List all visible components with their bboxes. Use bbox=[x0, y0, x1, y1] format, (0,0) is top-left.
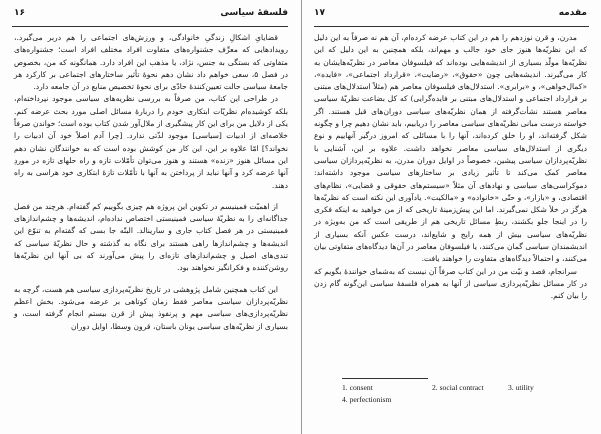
body-text bbox=[314, 32, 587, 303]
paragraph: این کتاب همچنین شامل پژوهشی در تاریخ نظریّه‌پردازی سیاسی هم هست، گرچه به نظریّه‌پردازان سیاسی معاصر فقط زمان کوتاهی بر عرضه می‌شود. بخش اعظم نظریّه‌پردازی‌های سیاسی مهم و پرنفوذ پیش از قرن بیستم انجام گرفته است، و بسیاری از نظریّه‌های سیاسی یونان باستان، قرون وسطا، اوایل دوران bbox=[14, 284, 288, 331]
footnote: 2. social contract bbox=[432, 383, 484, 392]
footnote: 1. consent bbox=[342, 383, 373, 392]
header-rule bbox=[314, 26, 589, 27]
footnote-rule bbox=[342, 378, 428, 379]
page-number: ۱۶ bbox=[14, 8, 25, 18]
footnote: 4. perfectionism bbox=[342, 395, 392, 404]
paragraph: سرانجام، قصد و نیّت من در این کتاب صرفاً آن نیست که به‌شمای خوانندهٔ بگویم که در کار مسائل نظریّه‌پردازی سیاسی از آنها به همراه فلسفهٔ سیاسی این‌گونه گام زدن را بیان کنم. bbox=[314, 266, 587, 301]
paragraph: مدرن، و قرن نوزدهم را هم در این کتاب عرضه کرده‌ام، آن هم نه صرفاً به این دلیل که این نظریّه‌ها هنوز جای خود جالب و مهم‌اند، بلکه همچنین به این دلیل که این نظریّه‌ها مولّد بسیاری از اندیشه‌هایی بوده‌اند که فیلسوفان معاصر در نظریّه‌هایشان به کار می‌گیرند. اندیشه‌هایی چون «حقوق»، «رضایت»، «قرارداد اجتماعی»، «فایده»، «کمال‌خواهی»، و «برابری». استدلال‌های فیلسوفان معاصر هم (مثلاً استدلال‌های مبتنی بر قرارداد اجتماعی و استدلال‌های مبتنی بر فایده‌گرایی) که کل بضاعت نظریّهٔ سیاسی معاصر هستند نشأت‌گرفته از همان نظریّه‌های سیاسی دوران‌های قبل هستند. اگر خواسته درست مبانی نظریّه‌های سیاسی معاصر را دریابیم، باید نشان دهیم چرا و چگونه شکل گرفته‌اند، او را خلق کرده‌اند، آنها را با مسائلی که امروز درگیر آنهاییم و نوع دیگری از استدلال‌های سیاسی معاصر نخواهد داشت. علاوه بر این، آشنایی با نظریّه‌پردازان سیاسی پیشین، خصوصاً در اوایل دوران مدرن، به نظریّه‌پردازان سیاسی معاصر کمک می‌کند تا تأثیر زیادی بر ساختارهای سیاسی موجود داشته‌اند: دموکراسی‌های سیاسی و نهادهای آن مثلاً «سیستم‌های حقوقی و قضایی»، نظام‌های اقتصادی، و «بازار»، و حتّی «خانواده» و «مالکیت». یادآوری این نکته است که نظریّه‌ها هرگز در خلأ شکل نمی‌گیرند. اما این پیش‌زمینهٔ تاریخی که از من خواهید به اینکه فکری را در اینجا جلو بکشند، ربطِ مسائل تاریخی هم از طریقی است که من به‌ویژه در نظریّه‌های سیاسی بیش از همه رایج و شایع‌اند، درست عکس آنکه بسیاری از اندیشمندان سیاسی گمان می‌کنند، یا فیلسوفان معاصر در آن‌ها دیدگاه‌های متفاوتی بیان می‌کنند، و احتمالاً دیدگاه‌های متفاوت را خواهند یافت. bbox=[314, 33, 587, 264]
page-number: ۱۷ bbox=[314, 8, 325, 18]
body-text bbox=[14, 32, 288, 333]
right-page bbox=[301, 0, 601, 434]
paragraph: در طراحی این کتاب، من صرفاً به بررسی نظریه‌های سیاسی موجود نپرداخته‌ام، بلکه کوشیده‌ام نظریّات ابتکاری خودم را دربارهٔ مسائل اصلی مورد بحث عرضه کنم. یکی از دلایل من برای این کار پیشگیری از ملال‌آور شدن کتاب بوده است؛ خواندن صرفاً خلاصه‌ای از ادبیات [سیاسی] موجود لذّتی ندارد. [چرا آدم اصلاً خود آن ادبیات را نخواند؟] امّا علاوه بر این، این کار من کوشش بوده است که به خوانندگان نشان دهم این مسائل هنوز «زنده» هستند و هنوز می‌توان تأمّلات تازه و راه حلهای تازه در موردِ آنها عرضه کرد و آنها نباید از پرداختن به آنها با تأمّلات تازهٔ ابتکاری خود هراسی به راه دهند. bbox=[14, 94, 288, 190]
header-rule bbox=[12, 26, 288, 27]
paragraph: از اهمیّت فمینیسم در تکوین این پروژه هم چیزی بگوییم کم گفته‌ام. هرچند من فصل جداگانه‌ای را به نظریّهٔ سیاسی فمینیستی اختصاص نداده‌ام، اندیشه‌ها و چشم‌اندازهای فمینیستی در هر فصل کتاب جاری و سارینالد. البتّه جا بسی که گفته‌ام به تنوّع این اندیشه‌ها و چشم‌اندازها راهی هستند برای نگاه به گذشته و حال نظریّهٔ سیاسی که تندی‌های اصیل و چشم‌اندازهای تازه‌ای را پیش می‌آورند که بی آنها این نظریّه‌ها روشن‌کننده و فکرانگیز نخواهند بود. bbox=[14, 201, 288, 273]
footnote: 3. utility bbox=[508, 383, 534, 392]
left-page bbox=[0, 0, 300, 434]
running-title: فلسفهٔ سیاسی bbox=[220, 8, 288, 18]
paragraph: قضایایِ اشکالِ زندگیِ خانوادگی، و ورزش‌های اجتماعی را هم دربر می‌گیرد.، رویدادهایی که معرِّف جشنواره‌های متفاوت افراد مختلف افراد است؛ جشنواره‌های متفاوتی که بستگی به جنس، نژاد، یا مذهب این افراد دارد. همانگونه که من، بخصوص در فصل ۵، سعی خواهم داد نشان دهم نحوهٔ تأثیر ساختارهای اجتماعی بر کارکرد هر جامعهٔ سیاسی حالت تعیین‌کنندهٔ حادّی برای نحوهٔ تخصیص منابع در آن جامعه دارد. bbox=[14, 33, 289, 92]
running-title: مقدمه bbox=[558, 8, 587, 18]
